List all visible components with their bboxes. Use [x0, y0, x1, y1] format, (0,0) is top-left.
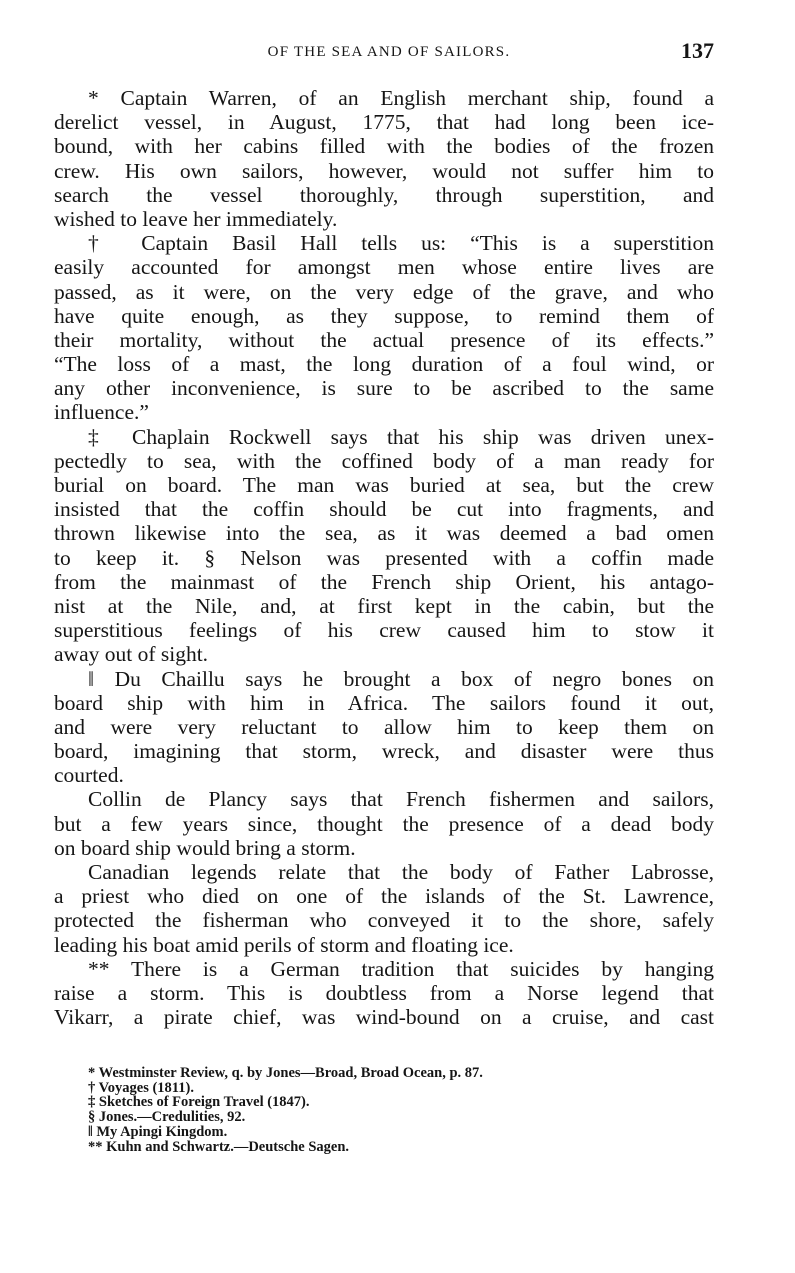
- text-line: burial on board. The man was buried at sea, but the crew: [54, 473, 714, 497]
- text-line: superstitious feelings of his crew caused him to stow it: [54, 618, 714, 643]
- paragraph: [54, 860, 714, 957]
- text-line: “The loss of a mast, the long duration of a foul wind, or: [54, 352, 714, 377]
- text-line: thrown likewise into the sea, as it was deemed a bad omen: [54, 521, 714, 546]
- text-line: raise a storm. This is doubtless from a Norse legend that: [54, 980, 714, 1005]
- text-line: bound, with her cabins filled with the bodies of the frozen: [54, 134, 714, 159]
- text-line: from the mainmast of the French ship Orient, his antago-: [54, 569, 714, 594]
- text-line: to keep it. § Nelson was presented with a coffin made: [54, 545, 714, 570]
- text-line: pectedly to sea, with the coffined body of a man ready for: [54, 448, 714, 473]
- text-line: ‖ Du Chaillu says he brought a box of negro bones on: [88, 666, 714, 691]
- text-line: but a few years since, thought the presence of a dead body: [54, 811, 714, 836]
- text-line: easily accounted for amongst men whose entire lives are: [54, 255, 714, 280]
- text-line: away out of sight.: [54, 642, 209, 667]
- text-line: ** There is a German tradition that suicides by hanging: [88, 956, 714, 981]
- text-line: courted.: [54, 763, 124, 788]
- running-title: OF THE SEA AND OF SAILORS.: [267, 44, 511, 60]
- footnote: ‡ Sketches of Foreign Travel (1847).: [88, 1094, 310, 1111]
- running-header: [54, 38, 714, 66]
- paragraph: [54, 425, 714, 667]
- text-line: influence.”: [54, 400, 149, 425]
- text-line: nist at the Nile, and, at first kept in the cabin, but the: [54, 593, 714, 618]
- text-line: leading his boat amid perils of storm and floating ice.: [54, 932, 514, 957]
- text-line: insisted that the coffin should be cut into fragments, and: [54, 497, 714, 522]
- text-line: crew. His own sailors, however, would not suffer him to: [54, 158, 714, 183]
- text-line: Canadian legends relate that the body of Father Labrosse,: [88, 860, 714, 884]
- paragraph: [54, 231, 714, 425]
- body-text: [54, 86, 714, 1029]
- text-line: search the vessel thoroughly, through superstition, and: [54, 182, 714, 207]
- paragraph: [54, 667, 714, 788]
- text-line: and were very reluctant to allow him to keep them on: [54, 714, 714, 739]
- text-line: have quite enough, as they suppose, to remind them of: [54, 303, 714, 328]
- footnote: * Westminster Review, q. by Jones—Broad, Broad Ocean, p. 87.: [88, 1065, 483, 1081]
- footnote: ** Kuhn and Schwartz.—Deutsche Sagen.: [88, 1138, 350, 1155]
- footnote: ‖ My Apingi Kingdom.: [88, 1123, 228, 1140]
- text-line: * Captain Warren, of an English merchant ship, found a: [88, 86, 714, 110]
- text-line: their mortality, without the actual presence of its effects.”: [54, 327, 714, 352]
- text-line: † Captain Basil Hall tells us: “This is a superstition: [88, 231, 714, 256]
- paragraph: [54, 957, 714, 1030]
- footnote: † Voyages (1811).: [88, 1079, 194, 1096]
- text-line: any other inconvenience, is sure to be ascribed to the same: [54, 376, 714, 401]
- text-line: passed, as it were, on the very edge of the grave, and who: [54, 279, 714, 304]
- text-line: Collin de Plancy says that French fishermen and sailors,: [88, 787, 714, 812]
- footnotes: [88, 1066, 483, 1154]
- text-line: wished to leave her immediately.: [54, 206, 338, 231]
- text-line: protected the fisherman who conveyed it to the shore, safely: [54, 908, 714, 933]
- text-line: Vikarr, a pirate chief, was wind-bound on a cruise, and cast: [54, 1005, 714, 1030]
- text-line: derelict vessel, in August, 1775, that had long been ice-: [54, 110, 714, 135]
- text-line: a priest who died on one of the islands of the St. Lawrence,: [54, 884, 714, 909]
- text-line: board, imagining that storm, wreck, and disaster were thus: [54, 739, 714, 764]
- text-line: board ship with him in Africa. The sailors found it out,: [54, 690, 714, 715]
- page-number: 137: [681, 38, 714, 63]
- paragraph: [54, 787, 714, 860]
- footnote: § Jones.—Credulities, 92.: [88, 1109, 246, 1126]
- paragraph: [54, 86, 714, 231]
- text-line: ‡ Chaplain Rockwell says that his ship was driven unex-: [88, 424, 714, 449]
- text-line: on board ship would bring a storm.: [54, 835, 356, 860]
